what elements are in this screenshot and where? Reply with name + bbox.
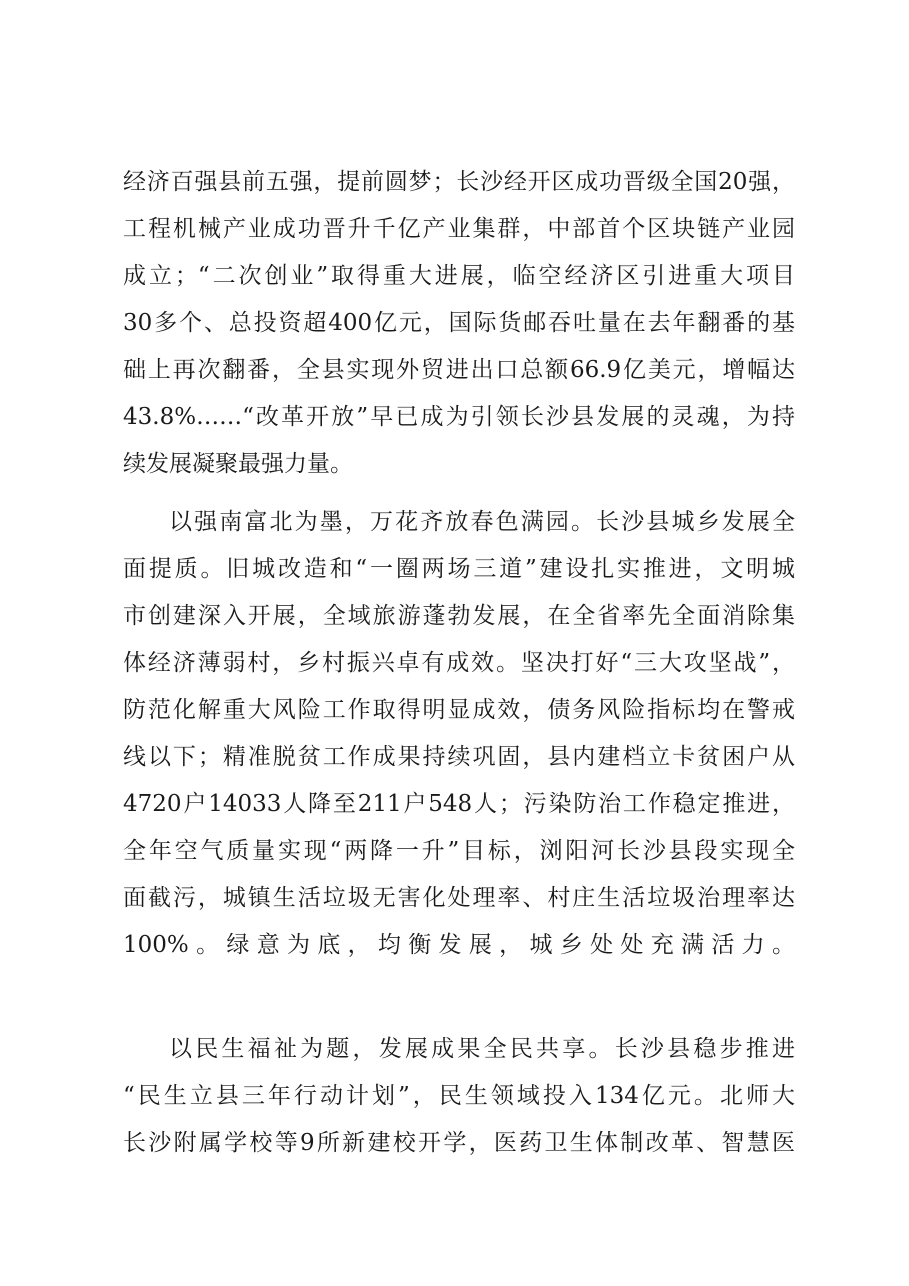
- paragraph-2-line-8: 全年空气质量实现“两降一升”目标，浏阳河长沙县段实现全: [123, 838, 795, 864]
- paragraph-2-line-9: 面截污，城镇生活垃圾无害化处理率、村庄生活垃圾治理率达: [123, 885, 795, 911]
- paragraph-3-line-1: 以民生福祉为题，发展成果全民共享。长沙县稳步推进: [169, 1036, 795, 1062]
- paragraph-2-line-5: 防范化解重大风险工作取得明显成效，债务风险指标均在警戒: [123, 697, 795, 723]
- paragraph-1-line-1: 经济百强县前五强，提前圆梦；长沙经开区成功晋级全国20强，: [123, 169, 795, 195]
- paragraph-2-line-3: 市创建深入开展，全域旅游蓬勃发展，在全省率先全面消除集: [123, 603, 795, 629]
- paragraph-2-line-6: 线以下；精准脱贫工作成果持续巩固，县内建档立卡贫困户从: [123, 744, 795, 770]
- paragraph-3-line-2: “民生立县三年行动计划”，民生领域投入134亿元。北师大: [123, 1083, 795, 1109]
- paragraph-1-line-6: 43.8%……“改革开放”早已成为引领长沙县发展的灵魂，为持: [123, 404, 795, 430]
- paragraph-2-line-2: 面提质。旧城改造和“一圈两场三道”建设扎实推进，文明城: [123, 556, 795, 582]
- paragraph-2-line-10: 100%。绿意为底，均衡发展，城乡处处充满活力。: [123, 932, 795, 958]
- paragraph-2-line-4: 体经济薄弱村，乡村振兴卓有成效。坚决打好“三大攻坚战”，: [123, 650, 795, 676]
- paragraph-2-line-1: 以强南富北为墨，万花齐放春色满园。长沙县城乡发展全: [169, 509, 795, 535]
- paragraph-1-line-4: 30多个、总投资超400亿元，国际货邮吞吐量在去年翻番的基: [123, 310, 795, 336]
- paragraph-1-line-5: 础上再次翻番，全县实现外贸进出口总额66.9亿美元，增幅达: [123, 357, 795, 383]
- paragraph-1-line-3: 成立；“二次创业”取得重大进展，临空经济区引进重大项目: [123, 263, 795, 289]
- paragraph-1-line-7: 续发展凝聚最强力量。: [123, 451, 353, 477]
- paragraph-2-line-7: 4720户14033人降至211户548人；污染防治工作稳定推进，: [123, 791, 795, 817]
- paragraph-3-line-3: 长沙附属学校等9所新建校开学，医药卫生体制改革、智慧医: [123, 1130, 795, 1156]
- paragraph-1-line-2: 工程机械产业成功晋升千亿产业集群，中部首个区块链产业园: [123, 216, 795, 242]
